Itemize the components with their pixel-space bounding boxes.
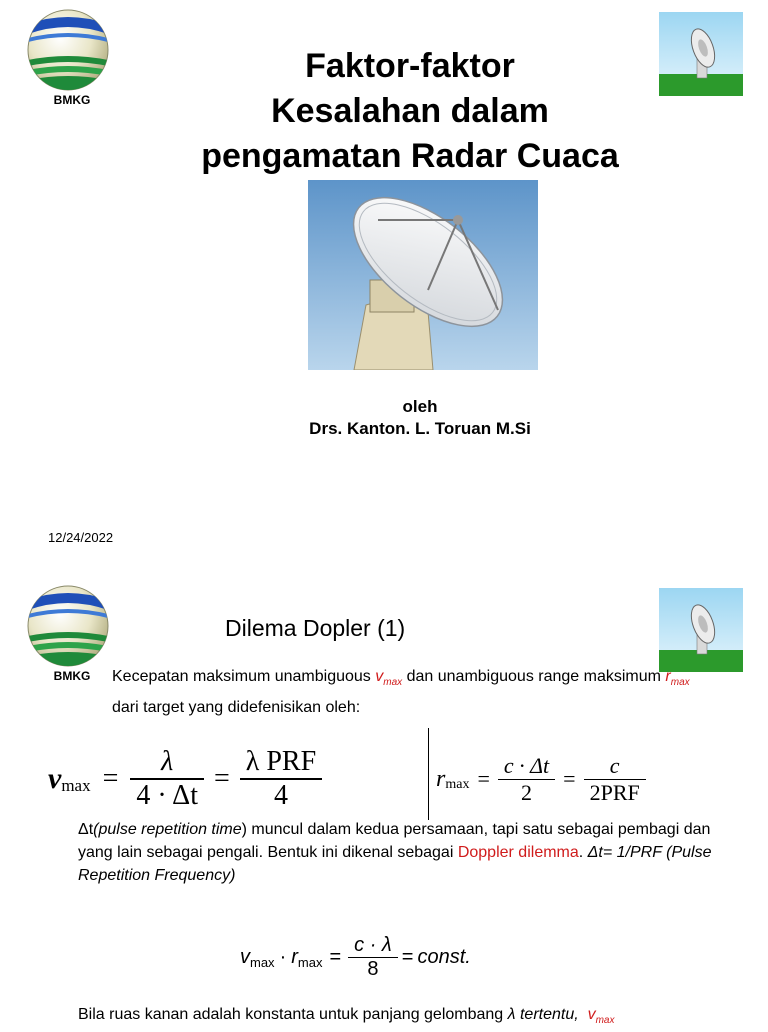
bottom-text: Bila ruas kanan adalah konstanta untuk panjang gelombang (78, 1006, 508, 1023)
author-name: Drs. Kanton. L. Toruan M.Si (309, 419, 531, 438)
r-symbol: r (436, 765, 446, 792)
slide-title (150, 44, 670, 179)
equals-sign: = (102, 763, 119, 794)
title-line-3: pengamatan Radar Cuaca (201, 137, 619, 175)
v-symbol: v (240, 945, 250, 968)
intro-paragraph (112, 664, 712, 720)
const-text: const. (417, 945, 471, 968)
fraction (498, 753, 555, 806)
max-subscript: max (445, 777, 470, 792)
rmax-symbol (665, 668, 690, 689)
max-subscript: max (250, 954, 275, 970)
slide-date: 12/24/2022 (48, 530, 114, 545)
max-subscript: max (297, 954, 323, 970)
denominator: 2PRF (589, 779, 640, 805)
numerator: λ (161, 746, 174, 777)
prf-definition: Δt= 1/PRF (Pulse Repetition Frequency) (78, 844, 712, 884)
vmax-rmax-equation (48, 734, 768, 824)
bmkg-label: BMKG (53, 669, 91, 683)
r-symbol: r (291, 945, 298, 968)
numerator: λ PRF (245, 746, 317, 777)
title-line-2: Kesalahan dalam (271, 92, 549, 130)
equals-sign: = (563, 766, 576, 791)
fraction (130, 746, 204, 812)
fraction (348, 934, 398, 981)
max-subscript: max (61, 776, 91, 795)
explanation-paragraph (78, 818, 738, 887)
italic-text: (pulse repetition time (93, 821, 242, 838)
radar-corner-image (659, 12, 743, 96)
bottom-paragraph (78, 1003, 748, 1032)
lambda-text: λ tertentu, (507, 1006, 579, 1023)
bmkg-label: BMKG (53, 93, 91, 107)
equals-sign: = (213, 763, 230, 794)
v-symbol: v (587, 1006, 596, 1023)
equals-sign: = (329, 945, 342, 968)
explanation-text: ) muncul dalam kedua persamaan, tapi satu sebagai pembagi dan yang lain sebagai pengali. Bentuk ini dikenal sebagai (78, 821, 711, 861)
intro-text: dari target yang didefenisikan oleh: (112, 699, 361, 717)
denominator: 4 (273, 780, 288, 811)
v-symbol: v (375, 668, 384, 685)
denominator: 2 (521, 779, 533, 805)
v-symbol: v (48, 762, 62, 795)
doppler-dilemma-term: Doppler dilemma (457, 844, 579, 861)
numerator: c (609, 752, 620, 778)
slide-title: Dilema Dopler (1) (225, 615, 406, 641)
fraction (240, 746, 322, 812)
radar-dish-photo (308, 180, 538, 370)
numerator: c · λ (354, 933, 392, 956)
max-subscript: max (595, 1015, 615, 1027)
max-subscript: max (670, 677, 690, 689)
explanation-text: . (578, 844, 588, 861)
numerator: c · Δt (503, 752, 550, 778)
denominator: 4 · Δt (136, 780, 198, 811)
vmax-symbol (375, 668, 403, 689)
byline (230, 396, 610, 440)
bmkg-logo (26, 584, 110, 668)
equals-sign: = (477, 766, 490, 791)
dot-operator: · (279, 945, 287, 968)
byline-prefix: oleh (402, 397, 438, 416)
constant-equation (240, 924, 570, 990)
intro-text: Kecepatan maksimum unambiguous (112, 668, 376, 685)
bmkg-logo (26, 8, 110, 92)
intro-text: dan unambiguous range maksimum (402, 668, 666, 685)
fraction (584, 753, 646, 806)
rmax-equation (436, 734, 646, 824)
equals-sign: = (401, 945, 414, 968)
title-line-1: Faktor-faktor (305, 47, 515, 85)
radar-corner-image (659, 588, 743, 672)
vmax-equation (48, 734, 322, 824)
equation-divider (428, 728, 429, 820)
vmax-symbol (587, 1006, 615, 1027)
r-symbol: r (665, 668, 671, 685)
max-subscript: max (383, 677, 403, 689)
delta-t-symbol: Δt (78, 821, 94, 838)
denominator: 8 (367, 957, 379, 980)
